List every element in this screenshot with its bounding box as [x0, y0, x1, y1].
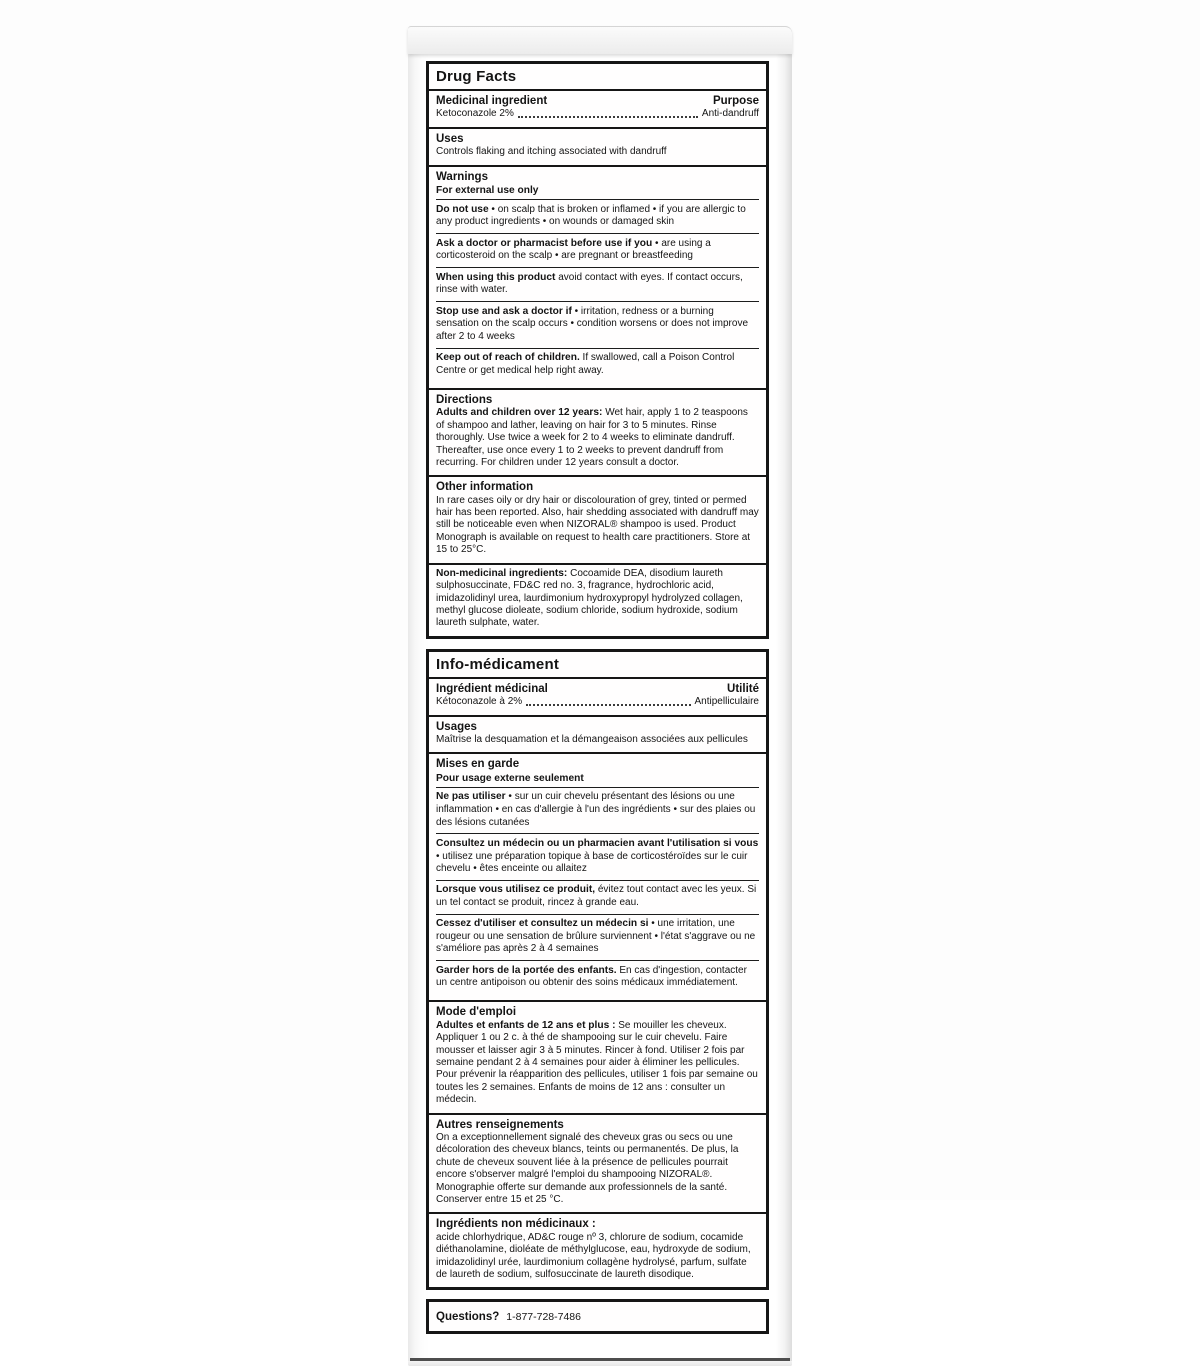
box-bottom-edge	[410, 1347, 790, 1361]
section-warnings-fr	[429, 752, 766, 1000]
questions-label: Questions?	[436, 1311, 500, 1324]
box-bottom-face	[408, 1361, 792, 1366]
directions-heading-fr: Mode d'emploi	[436, 1006, 517, 1019]
section-other-info-fr	[429, 1113, 766, 1213]
drug-facts-header	[429, 64, 766, 89]
uses-heading: Uses	[436, 132, 464, 145]
other-info-heading: Other information	[436, 481, 534, 494]
questions-phone-number: 1-877-728-7486	[506, 1311, 581, 1324]
warning-item: When using this product avoid contact with eyes. If contact occurs, rinse with water.	[436, 267, 759, 301]
drug-facts-table-en	[426, 61, 769, 639]
warning-item: Consultez un médecin ou un pharmacien avant l'utilisation si vous • utilisez une préparation topique à base de corticostéroïdes sur le cuir chevelu • êtes enceinte ou allaitez	[436, 833, 759, 879]
other-info-body-fr: On a exceptionnellement signalé des cheveux gras ou secs ou une décoloration des cheveux blancs, teints ou permanentés. De plus, la chute de cheveux souvent liée à la présence de pellicules pourrait encore s'observer malgré l'emploi du shampooing NIZORAL®. Monographie offerte sur demande aux professionnels de la santé. Conserver entre 15 et 25 °C.	[436, 1132, 739, 1205]
section-uses-en	[429, 127, 766, 165]
uses-body: Controls flaking and itching associated with dandruff	[436, 146, 667, 158]
medicinal-ingredient-value: Ketoconazole 2%	[436, 108, 514, 120]
warning-item: Do not use • on scalp that is broken or inflamed • if you are allergic to any product ingredients • on wounds or damaged skin	[436, 203, 746, 228]
drug-facts-table-fr	[426, 649, 769, 1291]
nonmedicinal-heading-fr: Ingrédients non médicinaux :	[436, 1218, 596, 1231]
section-medicinal-en	[429, 89, 766, 127]
nonmedicinal-body-fr: acide chlorhydrique, AD&C rouge nº 3, chlorure de sodium, cocamide diéthanolamine, dioléate de méthylglucose, eau, hydroxyde de sodium, imidazolidinyl urée, laurdimonium collagène hydrolysé, parfum, sulfate de laureth de sodium, sulfosuccinate de laureth disodique.	[436, 1231, 751, 1280]
directions-body-fr: Adultes et enfants de 12 ans et plus : Se mouiller les cheveux. Appliquer 1 ou 2 c. à thé de shampooing sur le cuir chevelu. Faire mousser et laisser agir 3 à 5 minutes. Rincer à fond. Utiliser 2 fois par semaine pendant 2 à 4 semaines pour aider à éliminer les pellicules. Pour prévenir la réapparition des pellicules, utiliser 1 fois par semaine ou toutes les 2 semaines. Enfants de moins de 12 ans : consulter un médecin.	[436, 1019, 758, 1106]
info-medicament-header	[429, 652, 766, 677]
section-other-info-en	[429, 475, 766, 562]
info-medicament-title: Info-médicament	[436, 655, 560, 673]
section-uses-fr	[429, 715, 766, 753]
section-nonmedicinal-fr	[429, 1212, 766, 1287]
questions-box	[426, 1299, 769, 1334]
medicinal-heading-fr: Ingrédient médicinal	[436, 682, 548, 695]
dotted-leader	[526, 704, 690, 706]
directions-body: Adults and children over 12 years: Wet hair, apply 1 to 2 teaspoons of shampoo and lather, leaving on hair for 3 to 5 minutes. Rinse thoroughly. Use twice a week for 2 to 4 weeks to eliminate dandruff. Thereafter, use once every 1 to 2 weeks to prevent dandruff from recurring. For children under 12 years consult a doctor.	[436, 407, 748, 468]
shampoo-box-back-panel	[408, 26, 792, 1366]
warnings-heading-fr: Mises en garde	[436, 758, 520, 771]
box-face	[408, 54, 792, 1347]
warnings-heading: Warnings	[436, 170, 488, 183]
purpose-value-fr: Antipelliculaire	[694, 696, 759, 708]
box-top-edge	[408, 26, 792, 54]
uses-body-fr: Maîtrise la desquamation et la démangeaison associées aux pellicules	[436, 733, 748, 745]
purpose-heading: Purpose	[712, 95, 759, 107]
warning-item: Lorsque vous utilisez ce produit, évitez tout contact avec les yeux. Si un tel contact se produit, rincez à grande eau.	[436, 880, 759, 914]
medicinal-heading: Medicinal ingredient	[436, 95, 548, 107]
warning-item: Garder hors de la portée des enfants. En cas d'ingestion, contacter un centre antipoison ou obtenir des soins médicaux immédiatement.	[436, 960, 759, 994]
section-directions-en	[429, 388, 766, 476]
warning-item: Cessez d'utiliser et consultez un médecin si • une irritation, une rougeur ou une sensation de brûlure surviennent • l'état s'aggrave ou ne s'améliore pas après 2 à 4 semaines	[436, 914, 759, 960]
medicinal-ingredient-value-fr: Kétoconazole à 2%	[436, 696, 523, 708]
warning-item: Ask a doctor or pharmacist before use if you • are using a corticosteroid on the scalp • are pregnant or breastfeeding	[436, 233, 759, 267]
dotted-leader	[518, 116, 698, 118]
section-nonmedicinal-en	[429, 563, 766, 636]
section-warnings-en	[429, 165, 766, 388]
warning-item: Keep out of reach of children. If swallowed, call a Poison Control Centre or get medical help right away.	[436, 348, 759, 382]
purpose-heading-fr: Utilité	[727, 682, 759, 695]
warning-item: Stop use and ask a doctor if • irritation, redness or a burning sensation on the scalp occurs • condition worsens or does not improve after 2 to 4 weeks	[436, 301, 759, 347]
purpose-value: Anti-dandruff	[701, 108, 759, 120]
nonmedicinal-body: Non-medicinal ingredients: Cocoamide DEA, disodium laureth sulphosuccinate, FD&C red no. 3, fragrance, hydrochloric acid, imidazolidinyl urea, laurdimonium hydroxypropyl hydrolyzed collagen, methyl glucose dioleate, sodium chloride, sodium hydroxide, sodium laureth sulphate, water.	[436, 567, 743, 629]
warnings-subheading-fr: Pour usage externe seulement	[436, 772, 584, 784]
other-info-heading-fr: Autres renseignements	[436, 1118, 564, 1131]
section-directions-fr	[429, 1000, 766, 1112]
section-medicinal-fr	[429, 677, 766, 715]
warnings-subheading: For external use only	[436, 184, 539, 196]
other-info-body: In rare cases oily or dry hair or discolouration of grey, tinted or permed hair has been reported. Also, hair shedding associated with dandruff may still be noticeable even when NIZORAL® shampoo is used. Product Monograph is available on request to health care practitioners. Store at 15 to 25°C.	[436, 494, 759, 556]
drug-facts-title: Drug Facts	[436, 68, 517, 85]
directions-heading: Directions	[436, 393, 493, 406]
uses-heading-fr: Usages	[436, 720, 477, 733]
warning-item: Ne pas utiliser • sur un cuir chevelu présentant des lésions ou une inflammation • en cas d'allergie à l'un des ingrédients • sur des plaies ou des lésions cutanées	[436, 791, 756, 828]
